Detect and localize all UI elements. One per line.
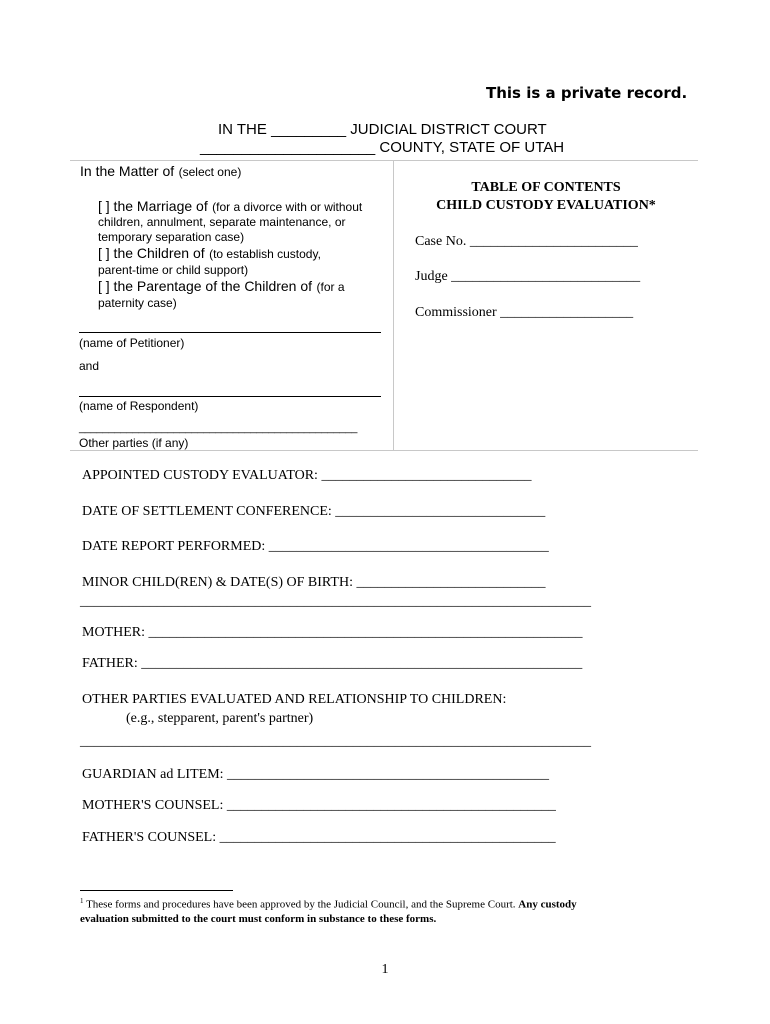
other-parties-evaluated-label: OTHER PARTIES EVALUATED AND RELATIONSHIP TO CHILDREN:: [82, 692, 507, 707]
evaluator-field[interactable]: APPOINTED CUSTODY EVALUATOR: ______________________________: [82, 468, 532, 483]
private-record-notice: This is a private record.: [486, 84, 688, 102]
page-number: 1: [381, 962, 389, 977]
court-line-2: _____________________ COUNTY, STATE OF UTAH: [200, 139, 565, 156]
option-marriage-note: (for a divorce with or without: [212, 200, 363, 214]
footnote-bold-a: Any custody: [518, 898, 577, 911]
footnote-separator: [80, 890, 233, 891]
guardian-ad-litem-field[interactable]: GUARDIAN ad LITEM: ______________________________________________: [82, 767, 550, 782]
option-marriage[interactable]: [98, 198, 362, 216]
footnote-line-1: [80, 897, 577, 911]
footnote-line-2: evaluation submitted to the court must conform in substance to these forms.: [80, 913, 437, 925]
and-label: and: [79, 359, 100, 373]
option-parentage[interactable]: [98, 278, 345, 296]
minor-children-continuation[interactable]: _________________________________________________________________________: [80, 594, 591, 609]
father-field[interactable]: FATHER: _______________________________________________________________: [82, 656, 583, 671]
mother-field[interactable]: MOTHER: ______________________________________________________________: [82, 625, 583, 640]
option-parentage-title: [ ] the Parentage of the Children of: [98, 278, 313, 294]
option-parentage-note: (for a: [316, 280, 345, 294]
court-line-1: IN THE _________ JUDICIAL DISTRICT COURT: [218, 121, 547, 138]
report-date-field[interactable]: DATE REPORT PERFORMED: ________________________________________: [82, 539, 549, 554]
petitioner-line[interactable]: [79, 332, 381, 333]
commissioner-field[interactable]: Commissioner ___________________: [415, 305, 634, 320]
judge-field[interactable]: Judge ___________________________: [415, 269, 641, 284]
mothers-counsel-field[interactable]: MOTHER'S COUNSEL: _______________________________________________: [82, 798, 556, 813]
petitioner-label: (name of Petitioner): [79, 336, 185, 350]
fathers-counsel-field[interactable]: FATHER'S COUNSEL: ________________________________________________: [82, 830, 556, 845]
caption-top-rule: [70, 160, 698, 161]
option-marriage-note-3: temporary separation case): [98, 230, 245, 244]
minor-children-field[interactable]: MINOR CHILD(REN) & DATE(S) OF BIRTH: ___________________________: [82, 575, 546, 590]
toc-title: TABLE OF CONTENTS: [471, 180, 621, 195]
footnote-marker: 1: [80, 897, 84, 905]
option-children-note: (to establish custody,: [209, 247, 321, 261]
other-parties-example: (e.g., stepparent, parent's partner): [126, 711, 314, 726]
matter-note: (select one): [178, 165, 242, 179]
option-children-note-2: parent-time or child support): [98, 263, 249, 277]
other-parties-label: Other parties (if any): [79, 436, 189, 450]
settlement-conference-field[interactable]: DATE OF SETTLEMENT CONFERENCE: ______________________________: [82, 504, 546, 519]
matter-label: In the Matter of: [80, 163, 175, 179]
respondent-line[interactable]: [79, 396, 381, 397]
matter-heading: [80, 163, 241, 181]
other-parties-line[interactable]: _______________________________________________: [79, 422, 358, 434]
footnote-text: These forms and procedures have been approved by the Judicial Council, and the Supreme Court.: [86, 898, 516, 911]
respondent-label: (name of Respondent): [79, 399, 199, 413]
option-children[interactable]: [98, 245, 321, 263]
toc-subtitle: CHILD CUSTODY EVALUATION*: [436, 198, 656, 213]
case-number-field[interactable]: Case No. ________________________: [415, 234, 638, 249]
option-children-title: [ ] the Children of: [98, 245, 205, 261]
option-marriage-title: [ ] the Marriage of: [98, 198, 208, 214]
option-marriage-note-2: children, annulment, separate maintenance, or: [98, 215, 346, 229]
option-parentage-note-2: paternity case): [98, 296, 177, 310]
caption-bottom-rule: [70, 450, 698, 451]
other-parties-evaluated-line[interactable]: _________________________________________________________________________: [80, 734, 591, 749]
